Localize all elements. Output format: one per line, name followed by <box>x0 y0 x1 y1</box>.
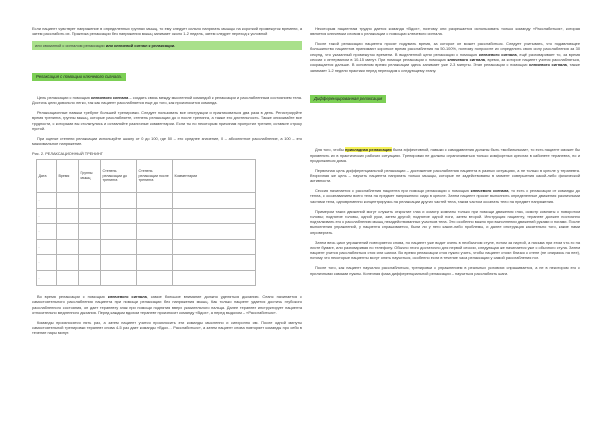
column-header: Время <box>57 160 79 193</box>
section-title-differentiated: Дифференцированная релаксация <box>310 95 386 103</box>
paragraph: Цель релаксации с помощью ключевого сигнала – создать связь между мысленной командой к релаксации и расслабленным состоянием тела. Достичь цели довольно легко, так как пациент расслабляется еще до того, как произносится команда. <box>32 94 302 106</box>
table-row <box>37 255 256 271</box>
column-header: Комментарии <box>173 160 256 193</box>
table-cell <box>57 239 79 255</box>
paragraph: После такой релаксации пациента просят подумать время, за которое он может расслабиться. Следует учитывать, что подавляющее большинство пациентов принимают короткое время расслабления на 50-100%, поэтому попросите их определить свою силу расслабления за 30 секунд, что указанный промежуток времени. В выделенной цепи релаксации с помощью ключевого сигнала, ещё разговаривает то, за время сессии с интервалом в 10-15 минут. При помощи релаксации с помощью ключевого сигнала, время, за которое пациент учится расслабляться, сокращается дальше. В основном время релаксации здесь занимает уже 2-3 минуты. Этап релаксации с помощью ключевого сигнала, также занимает 1-2 недели практики перед переходом к следующему этапу. <box>310 41 581 73</box>
table-row <box>37 193 256 209</box>
table-cell <box>57 270 79 286</box>
paragraph: После того, как пациент научился расслабляться, тренировки с упражнением в реальных условиях спрашивается, а не в некотором его с приличными самыми нужны. Конечная фаза дифференциальной релаксации – научиться расслаблять шаги. <box>310 265 580 276</box>
table-row <box>37 208 256 224</box>
paragraph: Во время релаксации с помощью ключевого сигнала, самое большое внимание должно уделяться дыханию. Сеанс начинается с самостоятельного расслабления пациента при помощи релаксации без напряжения мышц. Как только пациент удается достичь глубокого расслабленного состояния, он дает терапевту знак при помощи поднятия вверх указательного пальца. Далее терапевт инструктирует пациента относительно медленного дыхания. Перед каждым вдохом терапевт произносит команду «Вдох», а перед выдохом – «Расслабиться». <box>32 294 302 315</box>
table-cell <box>79 224 101 240</box>
table-cell: . <box>37 208 57 224</box>
figure-caption: Рис. 2. РЕЛАКСАЦИОННЫЙ ТРЕНИНГ <box>32 150 103 156</box>
paragraph: Первичная цель дифференциальной релаксации – достижение расслабления пациента в разных ситуациях, а не только в кресле у терапевта. Вторичная же цель – научить пациента напрягать только мышцы, которые не задействованы в момент совершения какой-либо физической активности. <box>310 167 580 184</box>
table-cell <box>101 239 137 255</box>
column-header: Дата <box>37 160 57 193</box>
table-cell <box>57 255 79 271</box>
paragraph: Релаксационные навыки требуют большей тренировки. Следует пользовать все инструкции и практиковаться два раза в день. Регистрируйте время тренинга, группы мышц, которые расслабляете, степень релаксации до и после тренинга, а также его длительность. Также описывайте все трудности, с которыми вы столкнулись и оставляйте различные комментарии. Если ты по некоторым причинам пропустил тренинг, оставьте строку пустой. <box>32 109 302 131</box>
table-row <box>37 239 256 255</box>
paragraph: Затем весь цикл упражнений повторяется снова, но пациент уже водит очень в необычном стуле, потом за партой, а письма при этом что-то на листе бумаге, или разговаривая по телефону. Обычно этого достаточно для первой сессии, следующая же начинается уже с обычного стула. Затем пациент учится расслабляться стоя или шагом. Во время релаксации стоя нужно учить, чтобы пациент стоял близко к стене (не опираясь на нее), потому что некоторые пациенты могут опять научиться, особенно если в течение часа релаксации у самой расслабления ног. <box>310 239 580 261</box>
table-header-row <box>37 160 256 193</box>
table-cell: . <box>37 239 57 255</box>
table-row <box>37 270 256 286</box>
table-cell: . <box>37 224 57 240</box>
paragraph: Для того, чтобы прикладная релаксация была эффективной, навыки с самодавления должны быть «мобильными», то есть пациент сможет бы применять их в практических рабочих ситуациях. Тренировки не должны ограничиваться только комфортных креслах в кабинете терапевта, но и продолжаться дома. <box>310 147 580 163</box>
relaxation-training-table <box>36 159 256 286</box>
paragraph: При оценке степени релаксации используйте шкалу от 0 до 100, где 50 – это среднее значение, 0 – абсолютное расслабление, а 100 – это максимальное напряжение. <box>32 135 302 146</box>
table-cell <box>173 270 256 286</box>
table-cell: . <box>37 255 57 271</box>
paragraph: Если пациент чувствует напряжение в определенных группах мышц, то ему следует сильно напрягать мышцы на короткий промежуток времени, а затем расслабить их. Практика релаксации без напряжения мышц занимает около 1-2 недель, затем следует переход к условной <box>32 26 302 37</box>
table-cell <box>173 239 256 255</box>
table-cell <box>79 193 101 209</box>
paragraph: Некоторым пациентам трудно дается команда «Вдох», поэтому они разрешается использовать только команду «Расслабиться», которая является ключевым словом к релаксации с помощью ключевого сигнала. <box>310 26 580 37</box>
section-title-key-signal: Релаксация с помощью ключевого сигнала. <box>32 73 126 81</box>
right-column <box>310 26 580 280</box>
column-header: Группы мышц <box>79 160 101 193</box>
table-row <box>37 224 256 240</box>
table-cell <box>101 255 137 271</box>
table-cell <box>137 239 173 255</box>
table-cell <box>57 208 79 224</box>
paragraph: Примером таких движений могут служить открытие глаз и осмотр комнаты только при помощи движения глаз, осмотр комнаты с поворотом головы; поднятие головы, одной руки, затем другой; поднятие одной ноги, затем второй. Инструкция пациенту, терапевт должен постоянно подталкивать его к расслаблению мышц незадействованных участков тела. Это особенно важно при выполнении движений руками и ногами. После выполнения упражнений, у пациента спрашивается, были ли у него какие-либо проблемы, и далее инструкция касательно того, какие нами опровергать. <box>310 208 580 235</box>
table-cell <box>137 255 173 271</box>
column-header: Степень релаксации после тренинга <box>137 160 173 193</box>
highlighted-passage: или связанной с сигналом релаксации или ключевой сигнал к релаксации. <box>32 41 302 50</box>
table-cell <box>173 208 256 224</box>
table-cell <box>173 224 256 240</box>
paragraph: Сессия начинается с расслабления пациента при помощи релаксации с помощью ключевого сигнала, то есть с релаксации от команды до тепла, с осознаванием всего тела на предмет напряжения: сидя в кресле. Затем пациент просят выполнить определенные движения различными частями тела, одновременно концентрируясь на релаксации других частей тела, таким частом осознать тело на предмет напряжения. <box>310 188 581 204</box>
table-cell <box>101 270 137 286</box>
table-cell: . <box>37 193 57 209</box>
table-cell <box>101 193 137 209</box>
table-cell <box>137 193 173 209</box>
table-cell <box>137 270 173 286</box>
table-cell <box>137 224 173 240</box>
table-cell <box>79 270 101 286</box>
table-cell <box>57 193 79 209</box>
table-cell <box>173 193 256 209</box>
table-cell <box>79 208 101 224</box>
table-cell: . <box>37 270 57 286</box>
column-header: Степень релаксации до тренинга <box>101 160 137 193</box>
table-cell <box>137 208 173 224</box>
table-cell <box>79 239 101 255</box>
table-cell <box>79 255 101 271</box>
left-column <box>32 26 302 340</box>
paragraph: Команды произносятся пять раз, а затем пациент учится произносить эти команды мысленно и синхронно им. После одной минуты самостоятельной тренировки терапевт снова 4-5 раз дает команды «Вдох… Расслабиться», а затем пациент снова повторяет команды про себя в течение пары минут. <box>32 319 302 336</box>
table-cell <box>57 224 79 240</box>
table-cell <box>101 224 137 240</box>
table-cell <box>173 255 256 271</box>
table-cell <box>101 208 137 224</box>
